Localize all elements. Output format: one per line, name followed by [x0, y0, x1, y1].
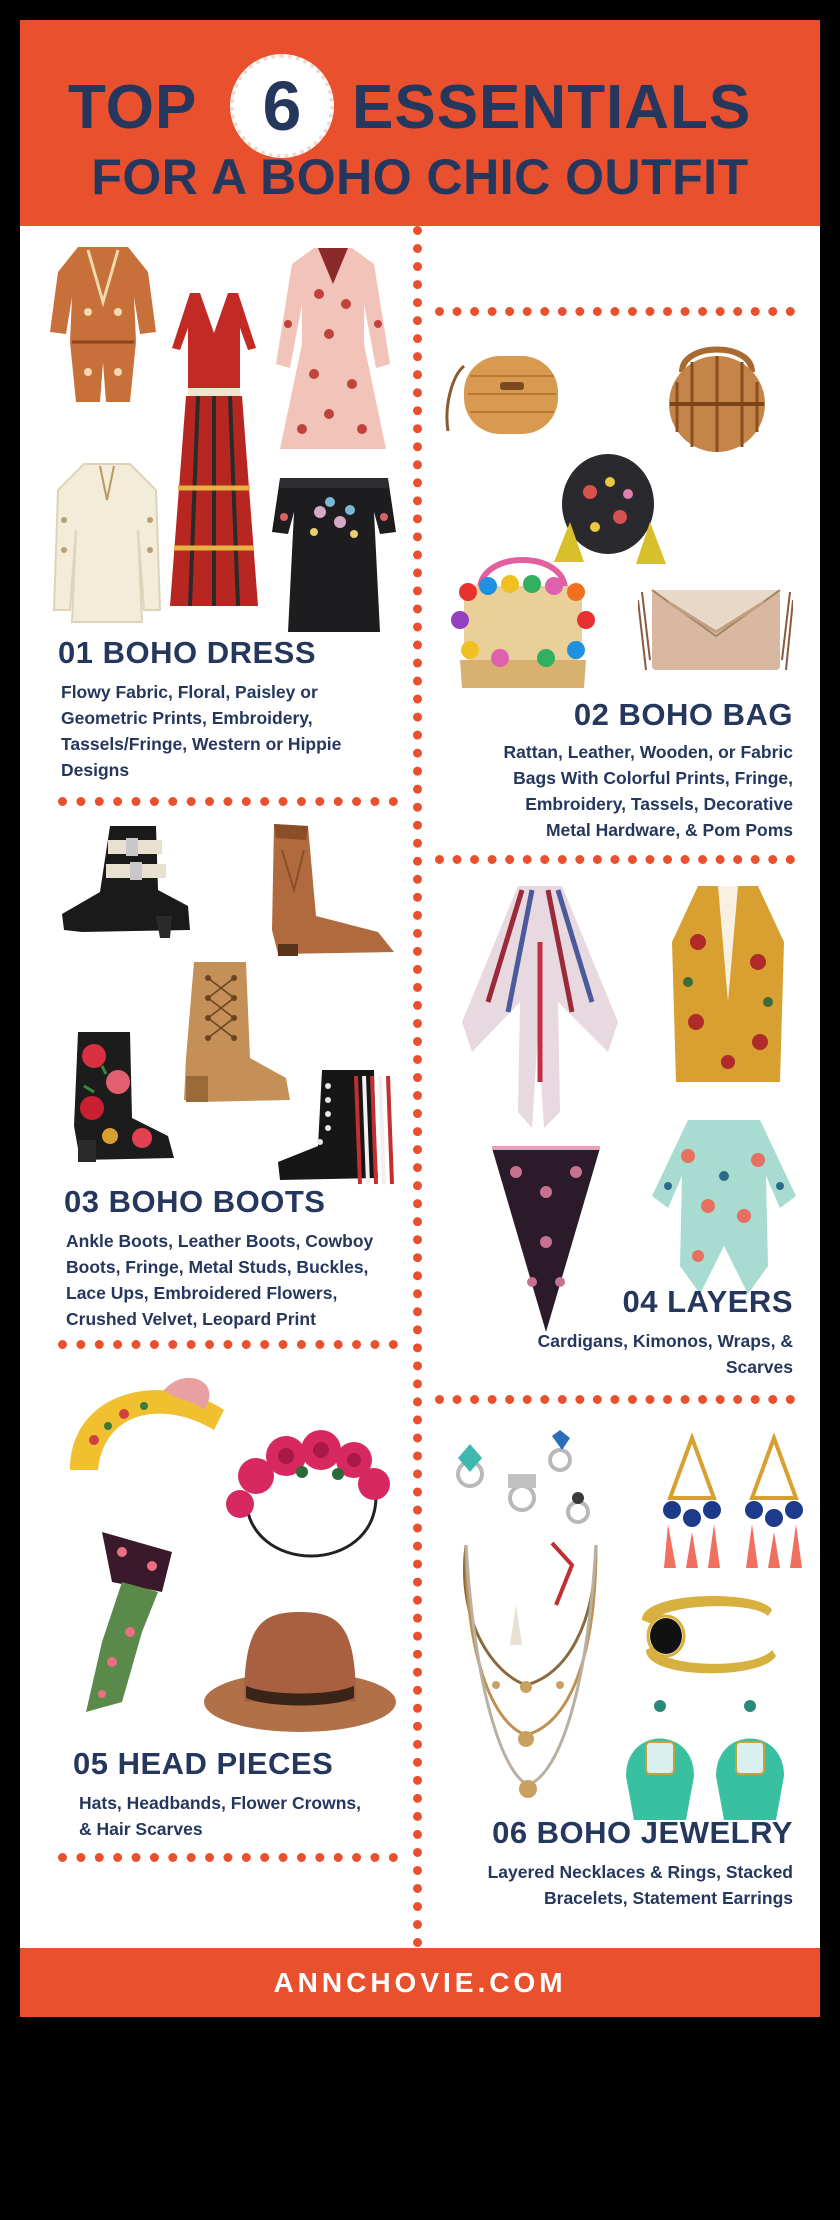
- rings-icon: [448, 1430, 618, 1530]
- section-06-desc: [435, 1859, 793, 1911]
- fedora-icon: [200, 1606, 400, 1736]
- section-02-title: 02 BOHO BAG: [573, 697, 793, 732]
- desc-line: Flowy Fabric, Floral, Paisley or: [61, 682, 318, 702]
- divider-left-1: [58, 797, 398, 806]
- kimono-icon: [668, 882, 788, 1087]
- tassel-earrings-icon: [658, 1428, 808, 1573]
- desc-line: Rattan, Leather, Wooden, or Fabric: [503, 742, 793, 762]
- embroidered-dress-icon: [270, 472, 398, 637]
- desc-line: Geometric Prints, Embroidery,: [61, 708, 313, 728]
- vertical-divider: [413, 226, 422, 1948]
- section-01-title: 01 BOHO DRESS: [58, 635, 317, 670]
- bamboo-bag-icon: [652, 332, 782, 452]
- rattan-bag-icon: [442, 336, 562, 441]
- desc-line: Boots, Fringe, Metal Studs, Buckles,: [66, 1257, 369, 1277]
- divider-left-2: [58, 1340, 398, 1349]
- number-badge: [230, 54, 334, 158]
- desc-line: Tassels/Fringe, Western or Hippie: [61, 734, 342, 754]
- section-05-desc: [79, 1790, 409, 1842]
- section-01-desc: [61, 679, 401, 783]
- badge-number: 6: [262, 67, 302, 145]
- section-04-title: 04 LAYERS: [622, 1284, 793, 1319]
- cowboy-boot-icon: [268, 820, 398, 960]
- poncho-icon: [458, 882, 623, 1132]
- section-03-desc: [66, 1228, 411, 1332]
- section-06-title: 06 BOHO JEWELRY: [492, 1815, 793, 1850]
- section-05-title: 05 HEAD PIECES: [73, 1746, 334, 1781]
- site-link[interactable]: ANNCHOVIE.COM: [273, 1966, 567, 1998]
- statement-earrings-icon: [620, 1696, 795, 1826]
- section-02-desc: [435, 739, 793, 843]
- buckle-boot-icon: [60, 820, 200, 940]
- desc-line: & Hair Scarves: [79, 1819, 203, 1839]
- footer-banner: [20, 1948, 820, 2017]
- flower-crown-icon: [226, 1426, 396, 1586]
- pompom-basket-icon: [450, 550, 595, 690]
- desc-line: Ankle Boots, Leather Boots, Cowboy: [66, 1231, 374, 1251]
- desc-line: Lace Ups, Embroidered Flowers,: [66, 1283, 338, 1303]
- floral-dress-icon: [274, 244, 392, 454]
- desc-line: Scarves: [725, 1357, 793, 1377]
- desc-line: Hats, Headbands, Flower Crowns,: [79, 1793, 361, 1813]
- desc-line: Layered Necklaces & Rings, Stacked: [487, 1862, 793, 1882]
- hair-scarf-icon: [82, 1522, 182, 1722]
- desc-line: Bags With Colorful Prints, Fringe,: [513, 768, 793, 788]
- beaded-clutch-icon: [638, 580, 793, 680]
- tunic-dress-icon: [52, 460, 162, 625]
- divider-right-3: [435, 1395, 795, 1404]
- desc-line: Cardigans, Kimonos, Wraps, &: [537, 1331, 793, 1351]
- floral-boot-icon: [64, 1026, 179, 1166]
- desc-line: Crushed Velvet, Leopard Print: [66, 1309, 316, 1329]
- desc-line: Metal Hardware, & Pom Poms: [545, 820, 793, 840]
- wrap-top-icon: [648, 1116, 800, 1298]
- divider-right-2: [435, 855, 795, 864]
- infographic: [20, 20, 820, 2017]
- header-banner: [20, 20, 820, 226]
- section-03-title: 03 BOHO BOOTS: [64, 1184, 326, 1219]
- fringe-boot-icon: [270, 1066, 400, 1191]
- desc-line: Bracelets, Statement Earrings: [544, 1888, 793, 1908]
- maxi-dress-icon: [168, 288, 260, 610]
- divider-right-1: [435, 307, 795, 316]
- desc-line: Designs: [61, 760, 130, 780]
- cuff-bracelet-icon: [632, 1580, 782, 1690]
- desc-line: Embroidery, Tassels, Decorative: [525, 794, 793, 814]
- header-essentials-word: ESSENTIALS: [352, 73, 752, 142]
- headband-icon: [64, 1370, 229, 1485]
- header-subtitle: FOR A BOHO CHIC OUTFIT: [91, 149, 749, 205]
- divider-left-3: [58, 1853, 398, 1862]
- section-04-desc: [435, 1328, 793, 1380]
- header-line: [20, 50, 820, 150]
- layered-necklace-icon: [456, 1535, 606, 1800]
- romper-icon: [48, 242, 158, 407]
- header-top-word: TOP: [68, 73, 198, 142]
